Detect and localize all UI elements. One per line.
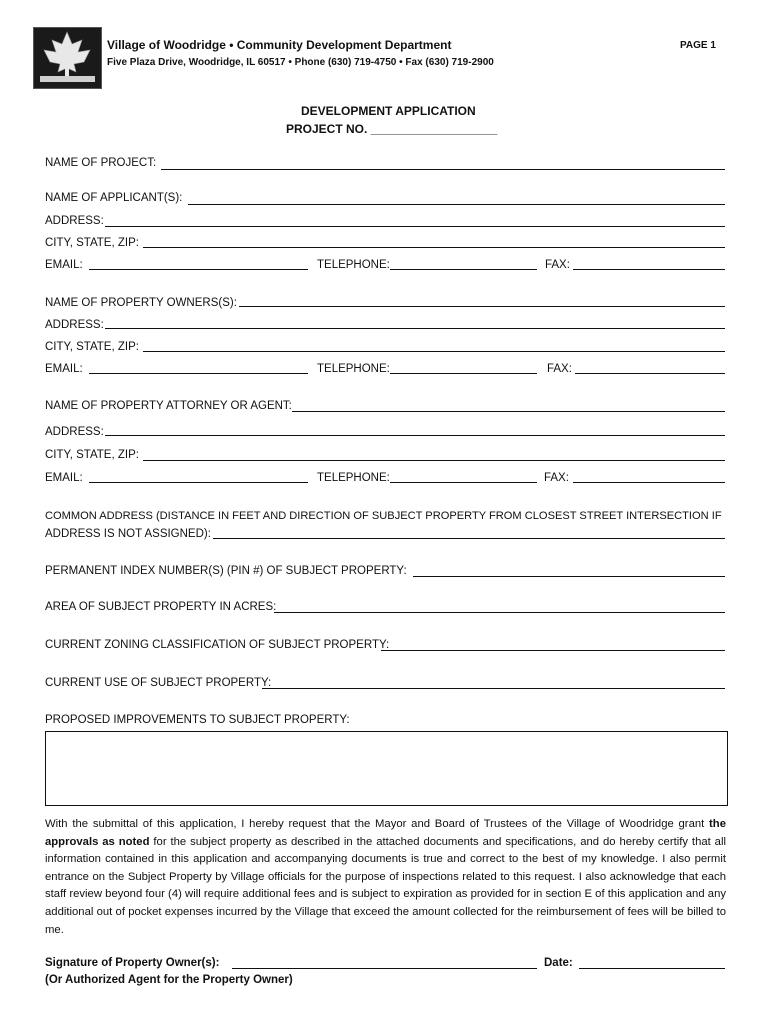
attorney-name-label: NAME OF PROPERTY ATTORNEY OR AGENT: <box>45 400 292 412</box>
attorney-name-field[interactable] <box>292 411 725 412</box>
owner-city-field[interactable] <box>143 351 725 352</box>
owner-city-label: CITY, STATE, ZIP: <box>45 341 139 353</box>
current-use-field[interactable] <box>262 688 725 689</box>
attorney-telephone-field[interactable] <box>390 482 537 483</box>
project-number[interactable]: PROJECT NO. ___________________ <box>286 122 498 136</box>
statement-bold: the approvals as noted <box>45 818 726 848</box>
current-use-label: CURRENT USE OF SUBJECT PROPERTY: <box>45 677 272 689</box>
attorney-fax-label: FAX: <box>544 472 569 484</box>
attorney-telephone-label: TELEPHONE: <box>317 472 390 484</box>
applicant-address-label: ADDRESS: <box>45 215 104 227</box>
owner-address-label: ADDRESS: <box>45 319 104 331</box>
project-name-field[interactable] <box>161 169 725 170</box>
statement-part-2: for the subject property as described in the attached documents and specifications, and do hereby certify that all information contained in this application and accompanying documents is true and correct to the best of my knowledge. I also permit entrance on the Subject Property by Village officials for the purpose of inspections related to this request. I also acknowledge that each staff review beyond four (4) will require additional fees and is subject to expiration as provided for in section E of this application and any additional out of pocket expenses incurred by the Village that exceed the amount collected for the reimbursement of fees will be billed to me. <box>45 835 726 936</box>
applicant-city-label: CITY, STATE, ZIP: <box>45 237 139 249</box>
applicant-telephone-field[interactable] <box>390 269 537 270</box>
applicant-fax-label: FAX: <box>545 259 570 271</box>
owner-address-field[interactable] <box>105 328 725 329</box>
zoning-label: CURRENT ZONING CLASSIFICATION OF SUBJECT PROPERTY: <box>45 639 390 651</box>
attorney-email-label: EMAIL: <box>45 472 83 484</box>
attorney-city-field[interactable] <box>143 460 725 461</box>
attorney-email-field[interactable] <box>89 482 308 483</box>
applicant-telephone-label: TELEPHONE: <box>317 259 390 271</box>
project-name-label: NAME OF PROJECT: <box>45 157 157 169</box>
owner-email-field[interactable] <box>89 373 308 374</box>
date-field[interactable] <box>579 968 725 969</box>
common-address-label-line2: ADDRESS IS NOT ASSIGNED): <box>45 528 211 540</box>
applicant-email-field[interactable] <box>89 269 308 270</box>
signature-label: Signature of Property Owner(s): <box>45 957 220 969</box>
applicant-email-label: EMAIL: <box>45 259 83 271</box>
improvements-textbox[interactable] <box>45 731 728 806</box>
applicant-name-field[interactable] <box>188 204 725 205</box>
org-line: Village of Woodridge • Community Development Department <box>107 38 452 52</box>
attorney-address-field[interactable] <box>105 435 725 436</box>
common-address-field[interactable] <box>213 538 725 539</box>
owner-email-label: EMAIL: <box>45 363 83 375</box>
attorney-fax-field[interactable] <box>573 482 725 483</box>
signature-field[interactable] <box>232 968 537 969</box>
improvements-label: PROPOSED IMPROVEMENTS TO SUBJECT PROPERTY: <box>45 714 350 726</box>
date-label: Date: <box>544 957 573 969</box>
address-line: Five Plaza Drive, Woodridge, IL 60517 • Phone (630) 719-4750 • Fax (630) 719-2900 <box>107 57 494 68</box>
zoning-field[interactable] <box>381 650 725 651</box>
owner-name-label: NAME OF PROPERTY OWNERS(S): <box>45 297 237 309</box>
attorney-address-label: ADDRESS: <box>45 426 104 438</box>
area-field[interactable] <box>274 612 725 613</box>
applicant-city-field[interactable] <box>143 247 725 248</box>
village-leaf-logo-icon <box>33 27 102 89</box>
statement-part-1: With the submittal of this application, I hereby request that the Mayor and Board of Trustees of the Village of Woodridge grant <box>45 818 710 830</box>
owner-fax-field[interactable] <box>575 373 725 374</box>
applicant-address-field[interactable] <box>105 226 725 227</box>
owner-telephone-label: TELEPHONE: <box>317 363 390 375</box>
applicant-name-label: NAME OF APPLICANT(S): <box>45 192 183 204</box>
pin-label: PERMANENT INDEX NUMBER(S) (PIN #) OF SUBJECT PROPERTY: <box>45 565 407 577</box>
page-title: DEVELOPMENT APPLICATION <box>301 104 476 118</box>
signature-sub-label: (Or Authorized Agent for the Property Owner) <box>45 974 293 986</box>
attorney-city-label: CITY, STATE, ZIP: <box>45 449 139 461</box>
common-address-label-line1: COMMON ADDRESS (DISTANCE IN FEET AND DIRECTION OF SUBJECT PROPERTY FROM CLOSEST STREET INTERSECTION IF <box>45 510 722 522</box>
area-label: AREA OF SUBJECT PROPERTY IN ACRES: <box>45 601 277 613</box>
applicant-fax-field[interactable] <box>573 269 725 270</box>
page-number: PAGE 1 <box>680 40 716 51</box>
owner-name-field[interactable] <box>239 306 725 307</box>
owner-fax-label: FAX: <box>547 363 572 375</box>
pin-field[interactable] <box>413 576 725 577</box>
owner-telephone-field[interactable] <box>390 373 537 374</box>
certification-statement <box>45 816 726 939</box>
